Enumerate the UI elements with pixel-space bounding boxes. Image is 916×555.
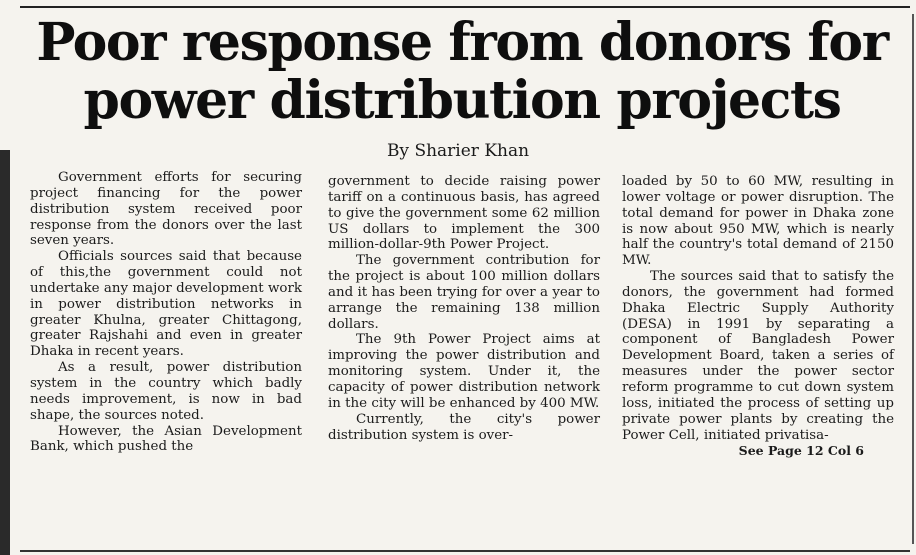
bottom-rule [20, 550, 910, 552]
paragraph: The sources said that to satisfy the donors, the government had formed Dhaka Electric Supply Authority (DESA) in 1991 by separating a component of Bangladesh Power Development Board, taken a series of measures under the power sector reform programme to cut down system loss, initiated the process of setting up private power plants by creating the Power Cell, initiated privatisa- [622, 269, 894, 443]
byline: By Sharier Khan [386, 141, 530, 161]
top-rule [20, 6, 910, 8]
headline-line-1: Poor response from donors for [36, 12, 888, 73]
continuation-note: See Page 12 Col 6 [738, 443, 864, 459]
paragraph: Government efforts for securing project financing for the power distribution system received poor response from the donors over the last seven years. [30, 170, 302, 249]
article-column-2 [328, 174, 600, 443]
headline-line-2: power distribution projects [83, 70, 841, 131]
right-column-rule [912, 14, 914, 544]
paragraph: The 9th Power Project aims at improving the power distribution and monitoring system. Under it, the capacity of power distribution network in the city will be enhanced by 400 MW. [328, 332, 600, 411]
paragraph: As a result, power distribution system in the country which badly needs improvement, is now in bad shape, the sources noted. [30, 360, 302, 423]
paragraph: Currently, the city's power distribution system is over- [328, 411, 600, 443]
headline [22, 14, 902, 130]
paragraph: The government contribution for the project is about 100 million dollars and it has been trying for over a year to arrange the remaining 138 million dollars. [328, 253, 600, 332]
article-column-1 [30, 170, 302, 455]
left-page-edge [0, 150, 10, 555]
paragraph: However, the Asian Development Bank, which pushed the [30, 423, 302, 455]
paragraph: government to decide raising power tariff on a continuous basis, has agreed to give the government some 62 million US dollars to implement the 300 million-dollar-9th Power Project. [328, 174, 600, 253]
article-column-3 [622, 174, 894, 459]
paragraph: Officials sources said that because of this,the government could not undertake any major development work in power distribution networks in greater Khulna, greater Chittagong, greater Rajshahi and even in greater Dhaka in recent years. [30, 249, 302, 360]
paragraph: loaded by 50 to 60 MW, resulting in lower voltage or power disruption. The total demand for power in Dhaka zone is now about 950 MW, which is nearly half the country's total demand of 2150 MW. [622, 174, 894, 269]
